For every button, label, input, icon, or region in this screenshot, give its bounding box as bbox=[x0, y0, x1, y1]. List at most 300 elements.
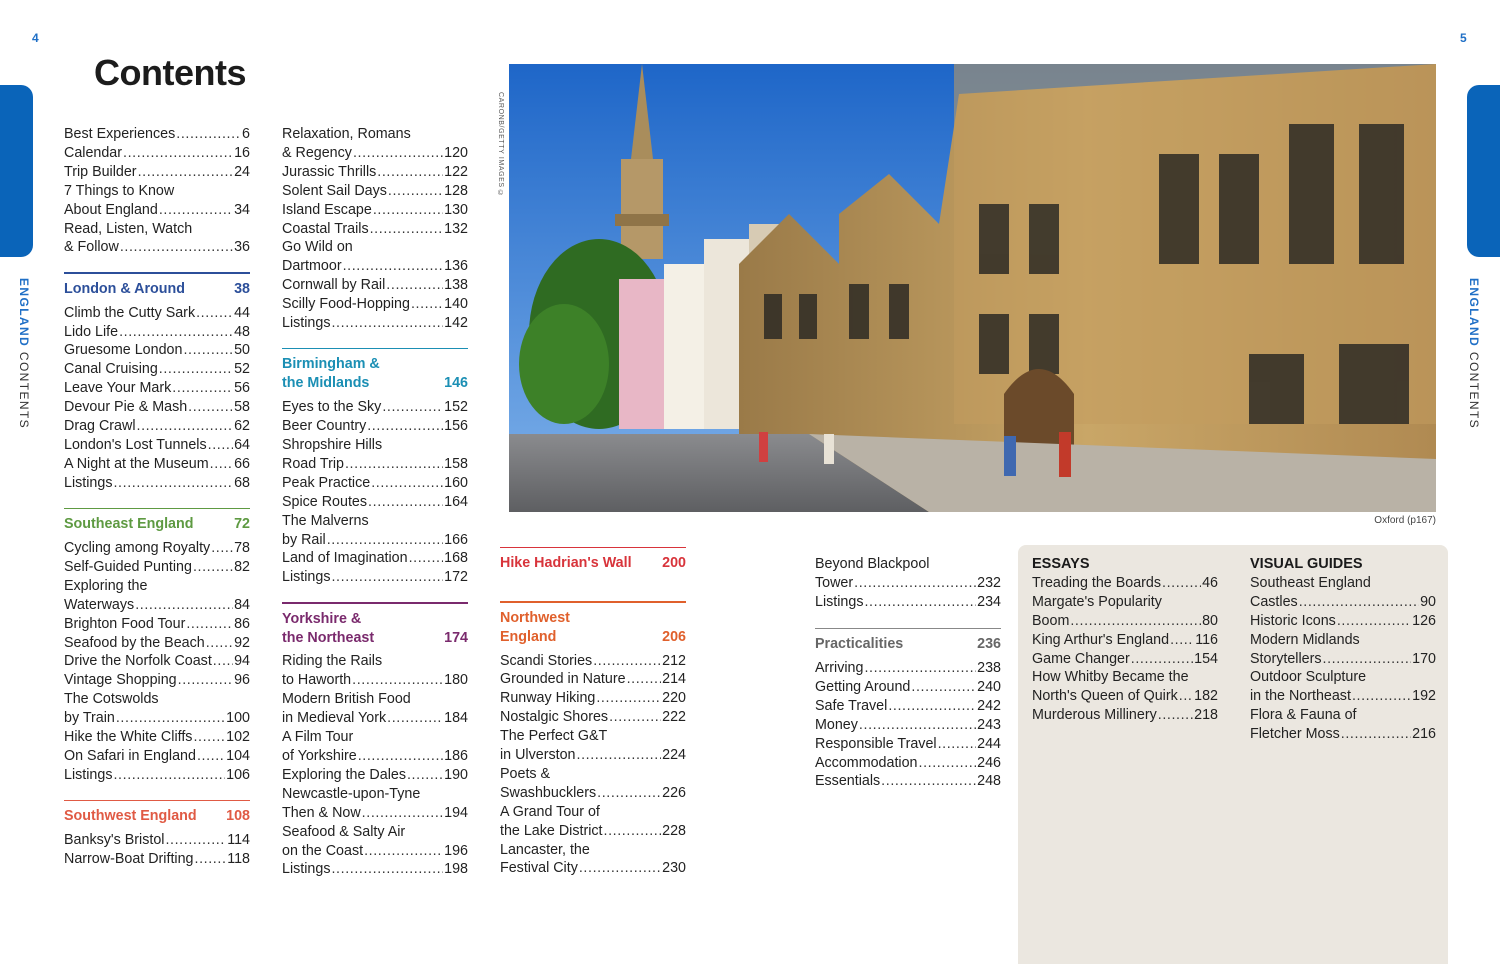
dot-leader bbox=[881, 772, 976, 791]
toc-entry-page: 68 bbox=[234, 474, 250, 491]
dot-leader bbox=[327, 531, 443, 550]
toc-entry-page: 224 bbox=[662, 747, 686, 764]
toc-entry-title: Banksy's Bristol bbox=[64, 832, 165, 849]
toc-entry[interactable] bbox=[1032, 668, 1218, 687]
toc-entry-page: 212 bbox=[662, 652, 686, 669]
toc-entry[interactable] bbox=[500, 708, 686, 727]
dot-leader bbox=[604, 822, 662, 841]
toc-entry[interactable] bbox=[815, 574, 1001, 593]
toc-entry[interactable] bbox=[500, 746, 686, 765]
toc-entry-title: Newcastle-upon-Tyne bbox=[282, 785, 421, 802]
toc-entry-page: 196 bbox=[444, 842, 468, 859]
running-head-right: ENGLAND CONTENTS bbox=[1467, 278, 1481, 430]
toc-entry[interactable] bbox=[64, 766, 250, 785]
toc-entry-title: Festival City bbox=[500, 860, 578, 877]
toc-entry[interactable] bbox=[282, 493, 468, 512]
toc-entry[interactable] bbox=[1250, 687, 1436, 706]
toc-entry[interactable] bbox=[1032, 612, 1218, 631]
toc-column-1 bbox=[64, 125, 250, 869]
dot-leader bbox=[120, 238, 233, 257]
toc-entry[interactable] bbox=[64, 558, 250, 577]
toc-entry-title: 7 Things to Know bbox=[64, 182, 175, 199]
dot-leader bbox=[386, 276, 443, 295]
toc-entry[interactable] bbox=[282, 163, 468, 182]
dot-leader bbox=[373, 201, 443, 220]
dot-leader bbox=[183, 341, 233, 360]
toc-entry[interactable] bbox=[1032, 574, 1218, 593]
toc-entry[interactable] bbox=[282, 568, 468, 587]
toc-entry-title: the Lake District bbox=[500, 822, 603, 839]
toc-entry-title: Hike the White Cliffs bbox=[64, 729, 193, 746]
toc-entry-title: Go Wild on bbox=[282, 239, 353, 256]
toc-entry-title: Listings bbox=[64, 474, 113, 491]
toc-entry-page: 94 bbox=[234, 653, 250, 670]
toc-entry-title: Jurassic Thrills bbox=[282, 163, 377, 180]
toc-entry-page: 248 bbox=[977, 773, 1001, 790]
toc-entry-title: King Arthur's England bbox=[1032, 631, 1170, 648]
toc-entry[interactable] bbox=[815, 659, 1001, 678]
toc-entry[interactable] bbox=[64, 163, 250, 182]
toc-entry-title: A Film Tour bbox=[282, 729, 354, 746]
toc-entry-title: Game Changer bbox=[1032, 650, 1130, 667]
toc-entry-page: 56 bbox=[234, 380, 250, 397]
toc-entry[interactable] bbox=[815, 716, 1001, 735]
toc-entry[interactable] bbox=[282, 728, 468, 747]
toc-entry[interactable] bbox=[64, 304, 250, 323]
chapter-tab-left bbox=[0, 85, 33, 257]
section-heading[interactable]: Southwest England 108 bbox=[64, 808, 250, 825]
toc-entry[interactable] bbox=[282, 766, 468, 785]
toc-entry-page: 44 bbox=[234, 304, 250, 321]
toc-entry[interactable] bbox=[1250, 668, 1436, 687]
section-heading[interactable]: Northwest England 206 bbox=[500, 609, 686, 645]
toc-entry-page: 36 bbox=[234, 239, 250, 256]
dot-leader bbox=[370, 220, 444, 239]
toc-entry[interactable] bbox=[500, 652, 686, 671]
toc-entry-title: Responsible Travel bbox=[815, 735, 937, 752]
section-heading[interactable]: Practicalities 236 bbox=[815, 636, 1001, 653]
visual-guides-heading: VISUAL GUIDES bbox=[1250, 556, 1363, 572]
toc-entry[interactable] bbox=[282, 747, 468, 766]
section-midlands bbox=[282, 348, 468, 587]
toc-entry[interactable] bbox=[282, 201, 468, 220]
dot-leader bbox=[864, 593, 976, 612]
toc-entry[interactable] bbox=[815, 772, 1001, 791]
dot-leader bbox=[364, 842, 443, 861]
dot-leader bbox=[197, 747, 225, 766]
toc-entry[interactable] bbox=[1250, 593, 1436, 612]
toc-entry[interactable] bbox=[282, 842, 468, 861]
toc-entry-page: 58 bbox=[234, 399, 250, 416]
toc-entry-page: 234 bbox=[977, 593, 1001, 610]
toc-entry-page: 214 bbox=[662, 671, 686, 688]
toc-entry[interactable] bbox=[282, 804, 468, 823]
toc-entry[interactable] bbox=[64, 634, 250, 653]
toc-entry[interactable] bbox=[64, 341, 250, 360]
toc-entry-page: 182 bbox=[1194, 688, 1218, 705]
toc-entry[interactable] bbox=[500, 765, 686, 784]
toc-entry[interactable] bbox=[64, 709, 250, 728]
dot-leader bbox=[579, 859, 661, 878]
toc-entry[interactable] bbox=[64, 220, 250, 239]
toc-entry-title: Dartmoor bbox=[282, 258, 342, 275]
toc-entry-title: Lido Life bbox=[64, 323, 119, 340]
toc-entry-page: 78 bbox=[234, 540, 250, 556]
toc-entry-title: Scilly Food-Hopping bbox=[282, 296, 410, 313]
toc-entry[interactable] bbox=[282, 436, 468, 455]
toc-entry-title: Brighton Food Tour bbox=[64, 615, 186, 632]
toc-entry-page: 242 bbox=[977, 697, 1001, 714]
toc-entry[interactable] bbox=[282, 709, 468, 728]
section-heading-hadrian[interactable]: Hike Hadrian's Wall 200 bbox=[500, 555, 686, 572]
dot-leader bbox=[854, 574, 976, 593]
toc-entry[interactable] bbox=[64, 201, 250, 220]
toc-entry[interactable] bbox=[282, 474, 468, 493]
toc-entry-title: in Medieval York bbox=[282, 710, 387, 727]
toc-entry-title: Modern British Food bbox=[282, 691, 411, 708]
toc-entry[interactable] bbox=[500, 822, 686, 841]
dot-leader bbox=[368, 493, 443, 512]
toc-entry[interactable] bbox=[64, 747, 250, 766]
toc-entry-title: in Ulverston bbox=[500, 747, 576, 764]
toc-entry-title: The Malverns bbox=[282, 512, 369, 529]
toc-entry-title: Relaxation, Romans bbox=[282, 126, 411, 142]
dot-leader bbox=[407, 766, 443, 785]
toc-entry-title: Boom bbox=[1032, 612, 1070, 629]
toc-entry-page: 244 bbox=[977, 735, 1001, 752]
toc-entry[interactable] bbox=[282, 257, 468, 276]
toc-entry[interactable] bbox=[282, 512, 468, 531]
toc-entry-title: Murderous Millinery bbox=[1032, 707, 1157, 724]
section-northwest bbox=[500, 601, 686, 878]
toc-entry-page: 66 bbox=[234, 455, 250, 472]
toc-entry[interactable] bbox=[64, 398, 250, 417]
toc-entry-title: Read, Listen, Watch bbox=[64, 220, 193, 237]
toc-entry[interactable] bbox=[282, 785, 468, 804]
dot-leader bbox=[208, 436, 233, 455]
toc-entry[interactable] bbox=[1250, 612, 1436, 631]
dot-leader bbox=[358, 747, 443, 766]
dot-leader bbox=[919, 754, 977, 773]
toc-entry[interactable] bbox=[64, 615, 250, 634]
toc-entry-page: 184 bbox=[444, 710, 468, 727]
toc-entry-title: Cornwall by Rail bbox=[282, 277, 386, 294]
toc-entry-title: Fletcher Moss bbox=[1250, 726, 1340, 743]
toc-entry-title: Self-Guided Punting bbox=[64, 558, 192, 575]
toc-entry[interactable] bbox=[815, 678, 1001, 697]
toc-entry[interactable] bbox=[64, 690, 250, 709]
photo-caption: Oxford (p167) bbox=[1374, 515, 1436, 526]
dot-leader bbox=[367, 417, 443, 436]
toc-entry[interactable] bbox=[64, 417, 250, 436]
dot-leader bbox=[609, 708, 661, 727]
toc-entry-title: Grounded in Nature bbox=[500, 671, 626, 688]
toc-entry[interactable] bbox=[1250, 631, 1436, 650]
toc-column-3 bbox=[500, 547, 686, 878]
dot-leader bbox=[210, 455, 233, 474]
dot-leader bbox=[593, 652, 661, 671]
toc-entry[interactable] bbox=[815, 697, 1001, 716]
section-southwest bbox=[64, 800, 250, 869]
toc-entry-title: Castles bbox=[1250, 593, 1298, 610]
toc-entry[interactable] bbox=[64, 671, 250, 690]
toc-entry[interactable] bbox=[64, 436, 250, 455]
toc-entry[interactable] bbox=[1032, 650, 1218, 669]
toc-entry[interactable] bbox=[282, 398, 468, 417]
dot-leader bbox=[864, 659, 976, 678]
toc-entry-title: Gruesome London bbox=[64, 342, 183, 359]
toc-entry[interactable] bbox=[64, 125, 250, 144]
toc-entry[interactable] bbox=[815, 593, 1001, 612]
toc-entry-title: Storytellers bbox=[1250, 650, 1322, 667]
section-southeast bbox=[64, 508, 250, 785]
toc-entry-title: Tower bbox=[815, 574, 854, 591]
dot-leader bbox=[911, 678, 976, 697]
toc-entry[interactable] bbox=[815, 754, 1001, 773]
dot-leader bbox=[1352, 687, 1411, 706]
toc-entry-title: Coastal Trails bbox=[282, 220, 369, 237]
toc-entry-page: 86 bbox=[234, 615, 250, 632]
dot-leader bbox=[627, 670, 662, 689]
toc-entry-page: 168 bbox=[444, 550, 468, 567]
section-london bbox=[64, 272, 250, 492]
toc-entry[interactable] bbox=[282, 314, 468, 333]
toc-entry[interactable] bbox=[282, 220, 468, 239]
dot-leader bbox=[113, 766, 225, 785]
dot-leader bbox=[123, 144, 233, 163]
toc-entry-title: Southeast England bbox=[1250, 574, 1371, 591]
section-heading[interactable]: London & Around 38 bbox=[64, 280, 250, 297]
toc-entry-page: 218 bbox=[1194, 707, 1218, 724]
toc-entry[interactable] bbox=[64, 474, 250, 493]
photo-credit: CARONB/GETTY IMAGES © bbox=[497, 92, 504, 198]
dot-leader bbox=[938, 735, 977, 754]
toc-entry-page: 170 bbox=[1412, 650, 1436, 667]
toc-entry-title: Poets & bbox=[500, 765, 551, 782]
dot-leader bbox=[211, 539, 233, 558]
toc-entry-title: by Train bbox=[64, 710, 115, 727]
toc-entry[interactable] bbox=[282, 823, 468, 842]
toc-entry[interactable] bbox=[64, 238, 250, 257]
toc-entry[interactable] bbox=[64, 831, 250, 850]
dot-leader bbox=[176, 125, 241, 144]
oxford-photo bbox=[509, 64, 1436, 512]
toc-entry-page: 128 bbox=[444, 182, 468, 199]
toc-entry[interactable] bbox=[282, 417, 468, 436]
toc-entry-page: 6 bbox=[242, 126, 250, 142]
section-yorkshire bbox=[282, 602, 468, 879]
section-heading[interactable]: Birmingham & the Midlands 146 bbox=[282, 356, 468, 392]
toc-entry-title: Solent Sail Days bbox=[282, 182, 387, 199]
toc-entry[interactable] bbox=[1250, 706, 1436, 725]
toc-entry[interactable] bbox=[500, 859, 686, 878]
section-heading[interactable]: Southeast England 72 bbox=[64, 516, 250, 533]
toc-entry-title: Treading the Boards bbox=[1032, 574, 1162, 591]
toc-entry-page: 238 bbox=[977, 660, 1001, 677]
toc-entry[interactable] bbox=[64, 182, 250, 201]
dot-leader bbox=[353, 144, 443, 163]
toc-entry-title: Leave Your Mark bbox=[64, 380, 172, 397]
toc-entry-title: Canal Cruising bbox=[64, 361, 158, 378]
toc-entry-title: Seafood by the Beach bbox=[64, 634, 205, 651]
section-items bbox=[815, 659, 1001, 791]
toc-entry-page: 186 bbox=[444, 747, 468, 764]
toc-entry-title: in the Northeast bbox=[1250, 688, 1351, 705]
dot-leader bbox=[352, 671, 443, 690]
dot-leader bbox=[159, 201, 233, 220]
toc-entry-title: A Grand Tour of bbox=[500, 803, 600, 820]
toc-entry[interactable] bbox=[282, 455, 468, 474]
toc-entry-title: Road Trip bbox=[282, 455, 344, 472]
toc-entry[interactable] bbox=[64, 144, 250, 163]
toc-entry-page: 24 bbox=[234, 163, 250, 180]
dot-leader bbox=[331, 314, 443, 333]
dot-leader bbox=[1179, 687, 1193, 706]
toc-entry-title: Scandi Stories bbox=[500, 652, 593, 669]
toc-entry-title: Vintage Shopping bbox=[64, 672, 177, 689]
toc-entry-page: 240 bbox=[977, 678, 1001, 695]
toc-entry-title: Waterways bbox=[64, 596, 135, 613]
toc-entry[interactable] bbox=[1250, 725, 1436, 744]
section-items bbox=[1250, 574, 1436, 744]
toc-entry[interactable] bbox=[282, 549, 468, 568]
dot-leader bbox=[135, 596, 233, 615]
toc-entry-page: 118 bbox=[227, 850, 250, 867]
section-items bbox=[64, 831, 250, 869]
toc-entry-title: Peak Practice bbox=[282, 474, 371, 491]
toc-entry[interactable] bbox=[1250, 650, 1436, 669]
dot-leader bbox=[577, 746, 662, 765]
toc-entry[interactable] bbox=[1032, 706, 1218, 725]
toc-entry[interactable] bbox=[500, 803, 686, 822]
toc-entry[interactable] bbox=[1250, 574, 1436, 593]
toc-entry-page: 16 bbox=[234, 144, 250, 161]
toc-entry-title: Spice Routes bbox=[282, 493, 368, 510]
toc-entry[interactable] bbox=[282, 238, 468, 257]
toc-entry-page: 154 bbox=[1194, 650, 1218, 667]
dot-leader bbox=[178, 671, 233, 690]
dot-leader bbox=[387, 709, 443, 728]
toc-entry[interactable] bbox=[282, 276, 468, 295]
toc-entry-page: 104 bbox=[226, 747, 250, 764]
toc-entry[interactable] bbox=[64, 850, 250, 869]
toc-entry[interactable] bbox=[64, 360, 250, 379]
dot-leader bbox=[186, 615, 233, 634]
toc-entry-title: Essentials bbox=[815, 773, 881, 790]
toc-entry[interactable] bbox=[282, 652, 468, 671]
toc-entry-page: 126 bbox=[1412, 612, 1436, 629]
dot-leader bbox=[1070, 612, 1201, 631]
toc-entry-page: 190 bbox=[444, 766, 468, 783]
toc-entry[interactable] bbox=[1032, 593, 1218, 612]
dot-leader bbox=[343, 257, 444, 276]
toc-entry-page: 92 bbox=[234, 634, 250, 651]
toc-entry[interactable] bbox=[64, 596, 250, 615]
dot-leader bbox=[165, 831, 226, 850]
toc-entry[interactable] bbox=[500, 727, 686, 746]
section-items bbox=[282, 652, 468, 879]
toc-entry-title: to Haworth bbox=[282, 672, 352, 689]
toc-entry-title: Listings bbox=[64, 766, 113, 783]
toc-entry-page: 114 bbox=[227, 832, 250, 849]
toc-intro-list bbox=[64, 125, 250, 257]
dot-leader bbox=[138, 163, 234, 182]
toc-entry[interactable] bbox=[1032, 687, 1218, 706]
dot-leader bbox=[195, 850, 227, 869]
toc-entry[interactable] bbox=[64, 577, 250, 596]
toc-entry-page: 48 bbox=[234, 323, 250, 340]
toc-entry[interactable] bbox=[64, 652, 250, 671]
dot-leader bbox=[188, 398, 233, 417]
toc-entry-title: Modern Midlands bbox=[1250, 631, 1360, 648]
section-items bbox=[64, 304, 250, 493]
toc-entry[interactable] bbox=[64, 379, 250, 398]
toc-entry-page: 228 bbox=[662, 822, 686, 839]
toc-entry[interactable] bbox=[500, 670, 686, 689]
toc-entry-title: Calendar bbox=[64, 144, 123, 161]
toc-entry[interactable] bbox=[282, 860, 468, 879]
toc-entry-title: Seafood & Salty Air bbox=[282, 823, 406, 840]
toc-entry[interactable] bbox=[64, 323, 250, 342]
toc-entry[interactable] bbox=[282, 125, 468, 144]
dot-leader bbox=[888, 697, 976, 716]
dot-leader bbox=[119, 323, 233, 342]
toc-entry-title: Land of Imagination bbox=[282, 550, 408, 567]
toc-entry-page: 216 bbox=[1412, 726, 1436, 743]
toc-entry-page: 140 bbox=[444, 296, 468, 313]
toc-entry-page: 120 bbox=[444, 144, 468, 161]
toc-entry-page: 172 bbox=[444, 569, 468, 586]
section-practicalities bbox=[815, 628, 1001, 792]
toc-entry-page: 158 bbox=[444, 455, 468, 472]
toc-entry-title: Money bbox=[815, 716, 858, 733]
dot-leader bbox=[859, 716, 976, 735]
dot-leader bbox=[371, 474, 443, 493]
toc-entry-page: 90 bbox=[1420, 593, 1436, 610]
toc-column-4 bbox=[815, 555, 1001, 791]
toc-entry[interactable] bbox=[282, 671, 468, 690]
toc-entry[interactable] bbox=[282, 182, 468, 201]
toc-entry-title: Safe Travel bbox=[815, 697, 888, 714]
toc-entry-page: 62 bbox=[234, 418, 250, 435]
toc-entry[interactable] bbox=[282, 144, 468, 163]
toc-entry[interactable] bbox=[282, 295, 468, 314]
toc-entry[interactable] bbox=[64, 728, 250, 747]
toc-entry[interactable] bbox=[64, 539, 250, 558]
section-heading[interactable]: Yorkshire & the Northeast 174 bbox=[282, 610, 468, 646]
toc-entry[interactable] bbox=[500, 841, 686, 860]
toc-entry[interactable] bbox=[282, 531, 468, 550]
toc-entry[interactable] bbox=[500, 784, 686, 803]
toc-entry[interactable] bbox=[815, 735, 1001, 754]
dot-leader bbox=[1162, 574, 1201, 593]
dot-leader bbox=[331, 860, 443, 879]
toc-entry[interactable] bbox=[64, 455, 250, 474]
toc-entry-title: North's Queen of Quirk bbox=[1032, 688, 1178, 705]
toc-entry-title: Then & Now bbox=[282, 804, 361, 821]
dot-leader bbox=[345, 455, 443, 474]
toc-entry[interactable] bbox=[815, 555, 1001, 574]
toc-entry-page: 160 bbox=[444, 474, 468, 491]
toc-entry[interactable] bbox=[500, 689, 686, 708]
dot-leader bbox=[596, 689, 661, 708]
toc-entry[interactable] bbox=[1032, 631, 1218, 650]
toc-entry-page: 116 bbox=[1195, 631, 1218, 648]
toc-entry-page: 138 bbox=[444, 277, 468, 294]
toc-entry-page: 100 bbox=[226, 710, 250, 727]
page-number-right: 5 bbox=[1460, 31, 1467, 45]
toc-entry[interactable] bbox=[282, 690, 468, 709]
